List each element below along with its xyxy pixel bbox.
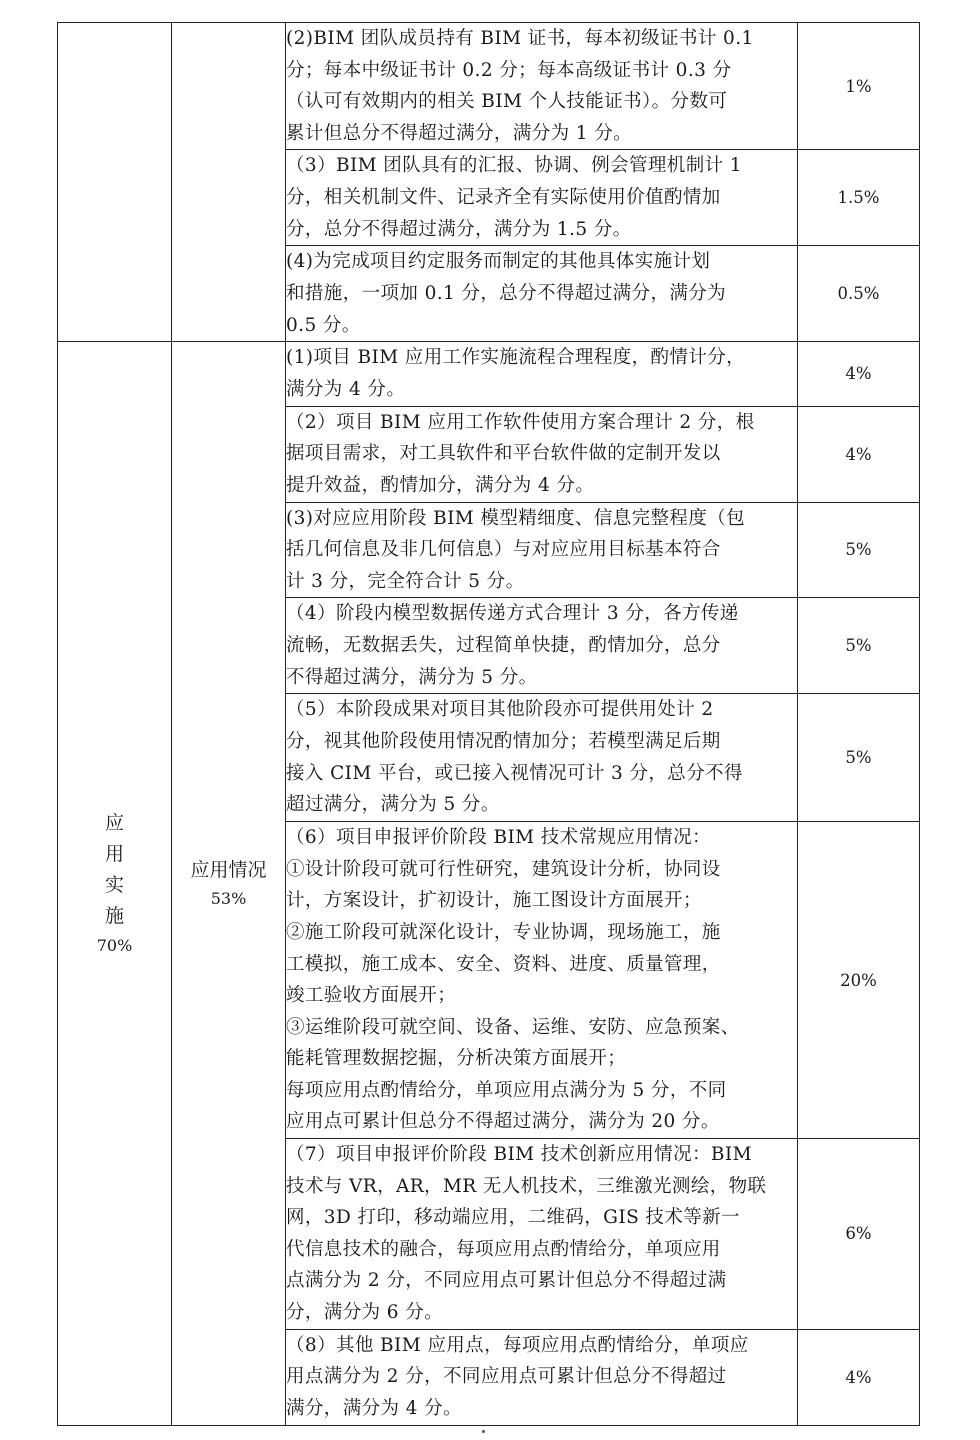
criterion-line: 能耗管理数据挖掘，分析决策方面展开； — [286, 1048, 627, 1070]
criterion-line: 网，3D 打印，移动端应用，二维码，GIS 技术等新一 — [286, 1207, 740, 1229]
criterion-line: ③运维阶段可就空间、设备、运维、安防、应急预案、 — [286, 1016, 740, 1038]
criterion-weight: 4% — [798, 1329, 920, 1425]
criterion-line: （2）项目 BIM 应用工作软件使用方案合理计 2 分，根 — [286, 411, 755, 433]
criterion-description — [286, 822, 798, 1139]
criterion-description — [286, 342, 798, 406]
criterion-weight: 5% — [798, 502, 920, 598]
criterion-line: 计 3 分，完全符合计 5 分。 — [286, 570, 525, 592]
criterion-line: 竣工验收方面展开； — [286, 985, 457, 1007]
category-char: 用 — [104, 842, 124, 865]
category-char: 应 — [104, 811, 124, 834]
subcategory-name: 应用情况 — [190, 858, 267, 881]
criterion-line: （5）本阶段成果对项目其他阶段亦可提供用处计 2 — [286, 699, 714, 721]
criterion-line: 提升效益，酌情加分，满分为 4 分。 — [286, 474, 595, 496]
criterion-line: ②施工阶段可就深化设计，专业协调，现场施工，施 — [286, 921, 721, 943]
criterion-line: (2)BIM 团队成员持有 BIM 证书，每本初级证书计 0.1 — [286, 28, 754, 49]
criterion-line: 0.5 分。 — [286, 314, 361, 336]
table-row — [58, 342, 920, 406]
criterion-line: 满分，满分为 4 分。 — [286, 1397, 462, 1419]
criterion-line: （认可有效期内的相关 BIM 个人技能证书）。分数可 — [286, 91, 728, 113]
criterion-description — [286, 598, 798, 694]
empty-subcategory-cell — [172, 23, 286, 342]
table-row — [58, 23, 920, 150]
criterion-line: （8）其他 BIM 应用点，每项应用点酌情给分，单项应 — [286, 1334, 749, 1356]
subcategory-weight: 53% — [210, 888, 247, 908]
criterion-line: 代信息技术的融合，每项应用点酌情给分，单项应用 — [286, 1238, 721, 1260]
criterion-line: 括几何信息及非几何信息）与对应应用目标基本符合 — [286, 539, 721, 561]
criterion-line: (1)项目 BIM 应用工作实施流程合理程度，酌情计分， — [286, 347, 746, 369]
criterion-line: 分；每本中级证书计 0.2 分；每本高级证书计 0.3 分 — [286, 59, 732, 81]
criterion-line: 接入 CIM 平台，或已接入视情况可计 3 分，总分不得 — [286, 762, 743, 784]
criterion-weight: 1% — [798, 23, 920, 150]
criterion-line: (3)对应应用阶段 BIM 模型精细度、信息完整程度（包 — [286, 507, 746, 529]
criterion-weight: 6% — [798, 1139, 920, 1330]
subcategory-cell — [172, 342, 286, 1425]
category-char: 施 — [104, 904, 124, 927]
criterion-line: 用点满分为 2 分，不同应用点可累计但总分不得超过 — [286, 1366, 727, 1388]
criterion-line: 超过满分，满分为 5 分。 — [286, 794, 500, 816]
criterion-line: 流畅，无数据丢失，过程简单快捷，酌情加分，总分 — [286, 634, 721, 656]
criterion-weight: 4% — [798, 406, 920, 502]
criterion-weight: 4% — [798, 342, 920, 406]
empty-category-cell — [58, 23, 172, 342]
criterion-line: ①设计阶段可就可行性研究，建筑设计分析，协同设 — [286, 858, 721, 880]
criterion-line: 不得超过满分，满分为 5 分。 — [286, 666, 538, 688]
criterion-description — [286, 23, 798, 150]
criterion-line: 和措施，一项加 0.1 分，总分不得超过满分，满分为 — [286, 283, 727, 305]
criterion-weight: 20% — [798, 822, 920, 1139]
criterion-line: 据项目需求，对工具软件和平台软件做的定制开发以 — [286, 443, 721, 465]
criterion-line: 累计但总分不得超过满分，满分为 1 分。 — [286, 122, 633, 144]
criterion-line: （7）项目申报评价阶段 BIM 技术创新应用情况：BIM — [286, 1144, 752, 1166]
criterion-line: 分，相关机制文件、记录齐全有实际使用价值酌情加 — [286, 187, 721, 209]
criterion-line: 分，视其他阶段使用情况酌情加分；若模型满足后期 — [286, 731, 721, 753]
criterion-line: （4）阶段内模型数据传递方式合理计 3 分，各方传递 — [286, 603, 739, 625]
criterion-description — [286, 1139, 798, 1330]
criterion-line: 满分为 4 分。 — [286, 378, 406, 400]
criterion-weight: 5% — [798, 694, 920, 822]
page-dot-mark — [482, 1430, 485, 1433]
category-weight: 70% — [96, 935, 133, 955]
criterion-line: （6）项目申报评价阶段 BIM 技术常规应用情况： — [286, 827, 711, 849]
criterion-description — [286, 694, 798, 822]
criterion-line: 计，方案设计，扩初设计，施工图设计方面展开； — [286, 890, 702, 912]
category-cell — [58, 342, 172, 1425]
criterion-line: 分，满分为 6 分。 — [286, 1302, 444, 1324]
criterion-description — [286, 1329, 798, 1425]
criterion-line: 工模拟，施工成本、安全、资料、进度、质量管理， — [286, 953, 721, 975]
scoring-table — [57, 22, 920, 1426]
criterion-line: (4)为完成项目约定服务而制定的其他具体实施计划 — [286, 251, 711, 273]
criterion-description — [286, 150, 798, 246]
criterion-description — [286, 246, 798, 342]
criterion-line: 分，总分不得超过满分，满分为 1.5 分。 — [286, 218, 632, 240]
criterion-description — [286, 502, 798, 598]
criterion-line: 应用点可累计但总分不得超过满分，满分为 20 分。 — [286, 1111, 720, 1133]
criterion-line: （3）BIM 团队具有的汇报、协调、例会管理机制计 1 — [286, 155, 742, 177]
criterion-line: 点满分为 2 分，不同应用点可累计但总分不得超过满 — [286, 1270, 727, 1292]
criterion-line: 技术与 VR，AR，MR 无人机技术，三维激光测绘，物联 — [286, 1175, 767, 1197]
criterion-description — [286, 406, 798, 502]
criterion-weight: 1.5% — [798, 150, 920, 246]
criterion-weight: 0.5% — [798, 246, 920, 342]
criterion-line: 每项应用点酌情给分，单项应用点满分为 5 分，不同 — [286, 1079, 727, 1101]
category-char: 实 — [104, 873, 124, 896]
criterion-weight: 5% — [798, 598, 920, 694]
